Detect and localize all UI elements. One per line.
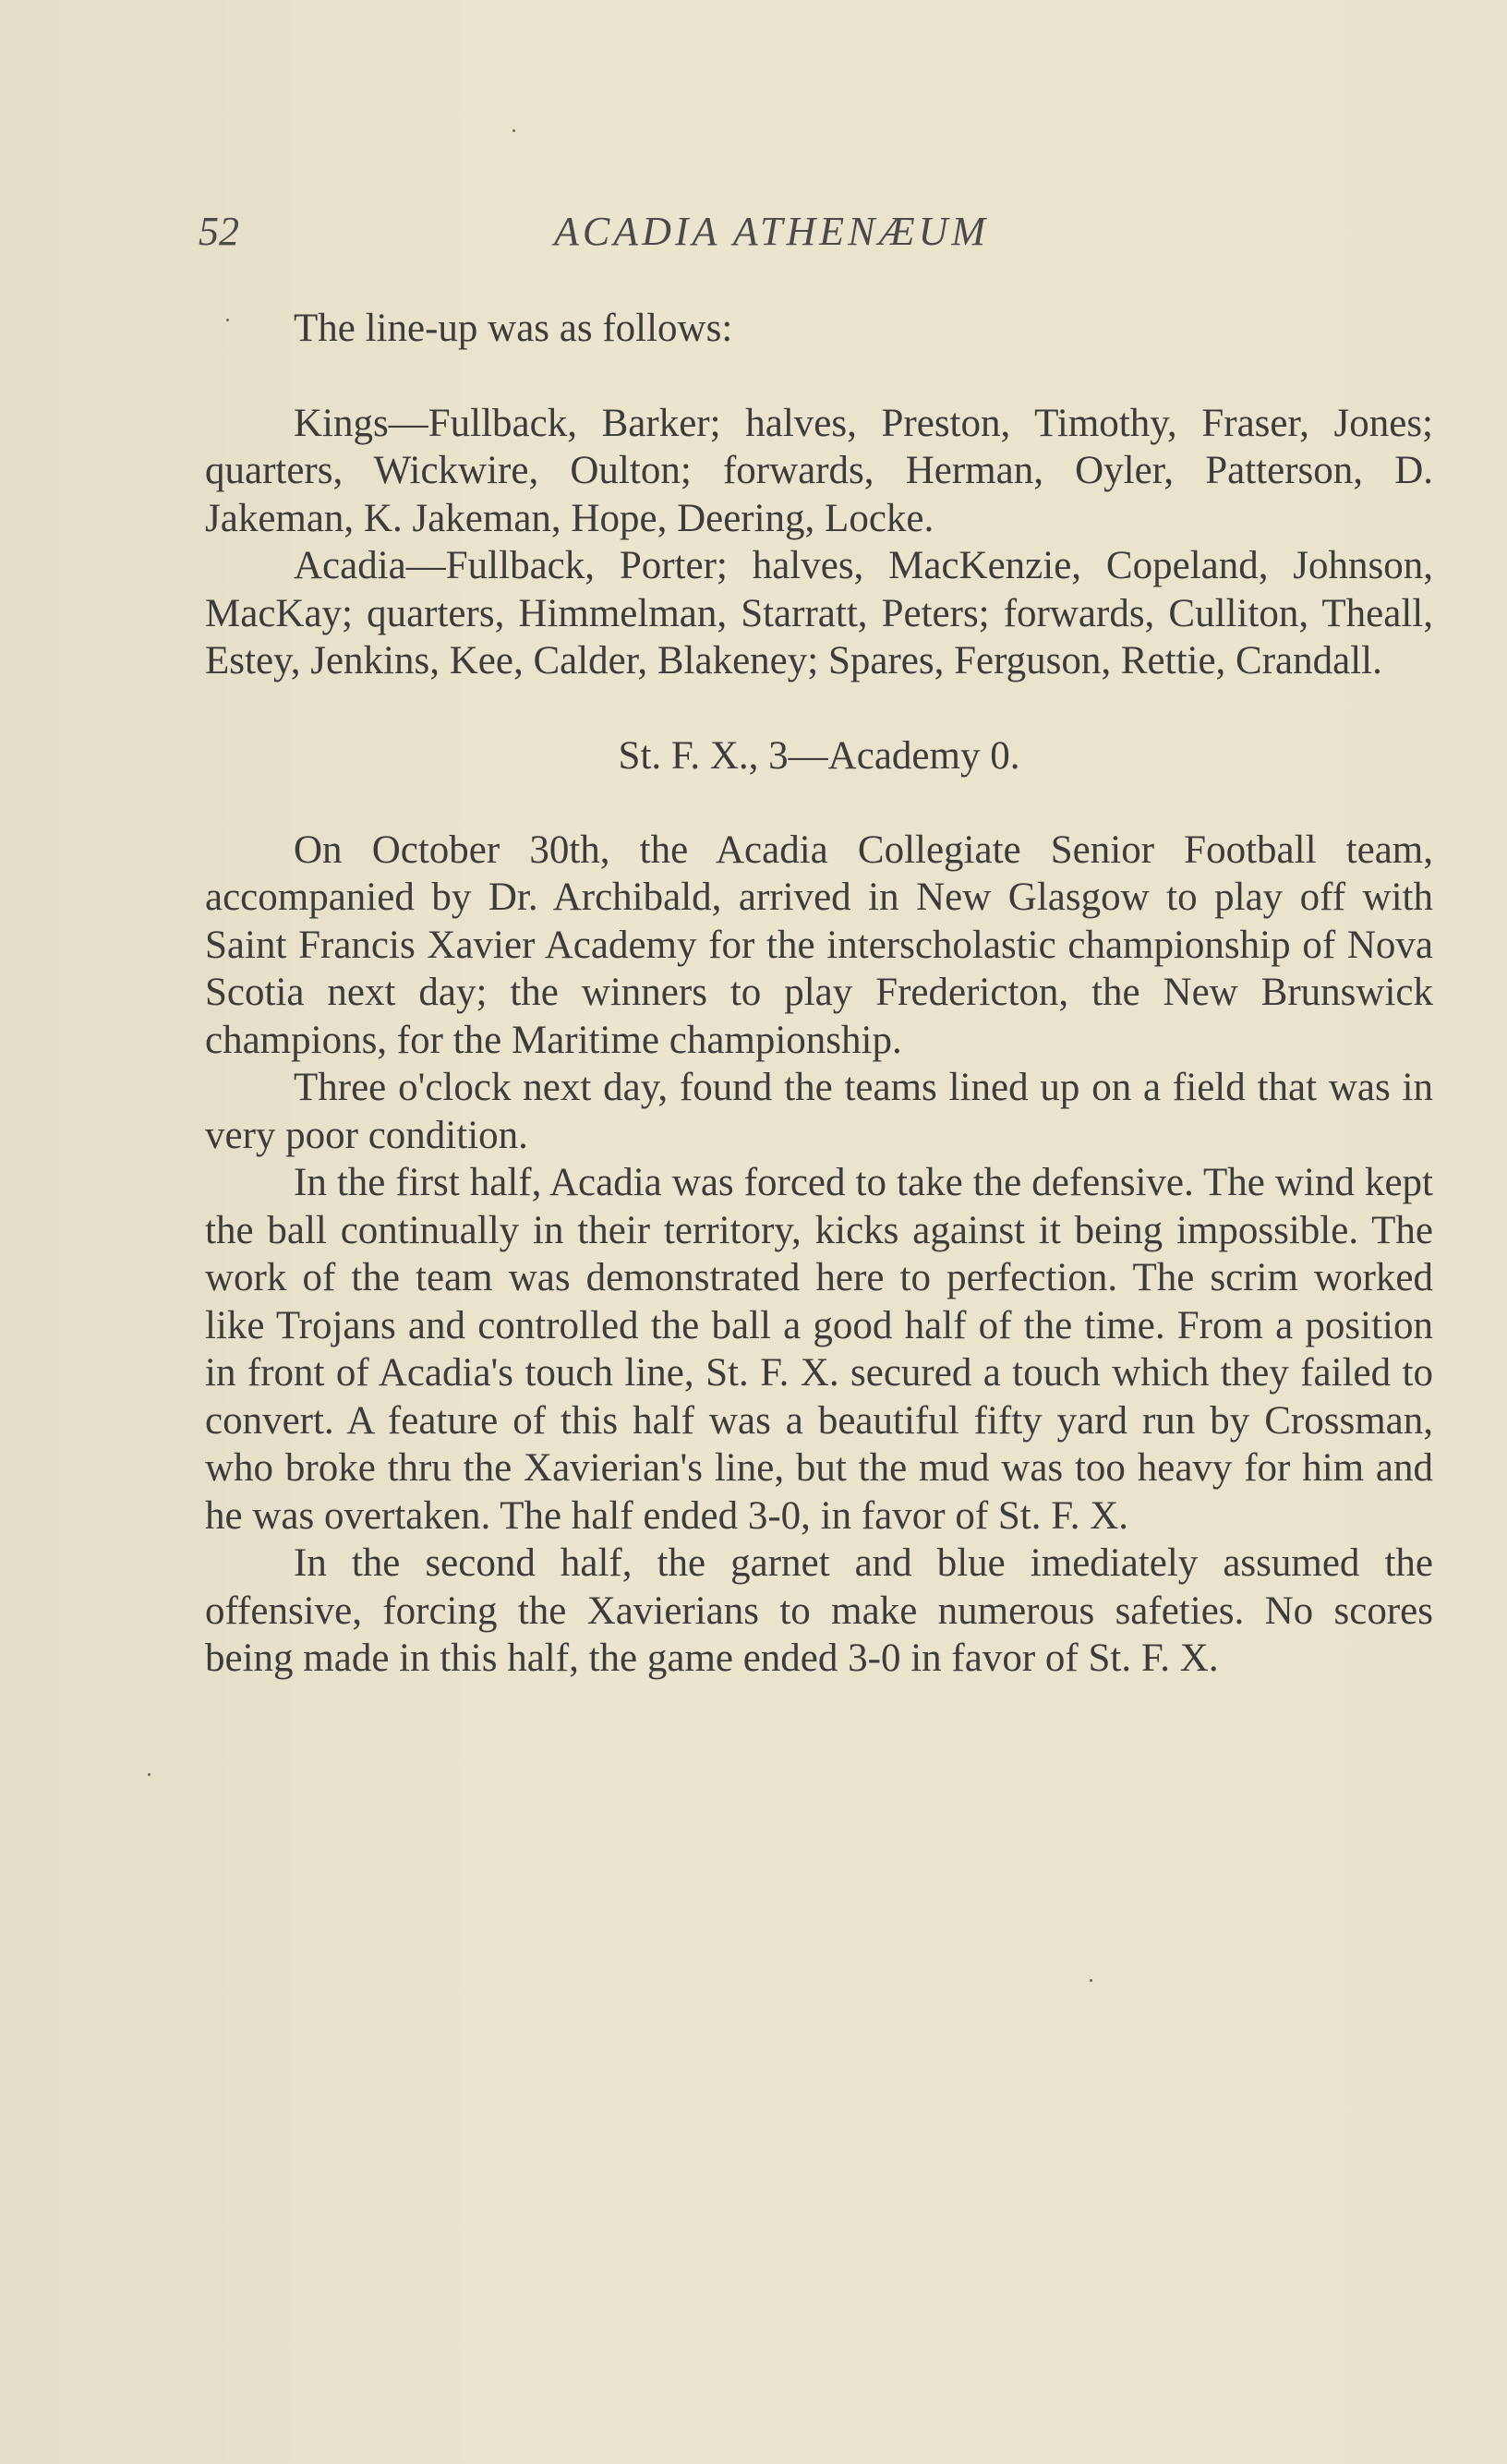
paper-speck bbox=[1090, 1979, 1092, 1982]
section-subheading: St. F. X., 3—Academy 0. bbox=[618, 733, 1020, 778]
body-paragraph: On October 30th, the Acadia Collegiate Senior Football team, accompanied by Dr. Archibald, arrived in New Glasgow to play off with Saint Francis Xavier Academy for the interscholastic championship of Nova Scotia next day; the winners to play Fredericton, the New Brunswick champions, for the Maritime championship. bbox=[205, 827, 1433, 1062]
running-title: ACADIA ATHENÆUM bbox=[554, 209, 990, 254]
page-body bbox=[205, 305, 1433, 1683]
body-paragraph: Three o'clock next day, found the teams lined up on a field that was in very poor condition. bbox=[205, 1066, 1433, 1157]
paper-speck bbox=[512, 129, 515, 132]
page-header bbox=[199, 208, 1214, 263]
paper-speck bbox=[148, 1773, 151, 1776]
body-paragraph: In the second half, the garnet and blue imediately assumed the offensive, forcing the Xavierians to make numerous safeties. No scores being made in this half, the game ended 3-0 in favor of St. F. X. bbox=[205, 1541, 1433, 1680]
body-paragraph: In the first half, Acadia was forced to take the defensive. The wind kept the ball continually in their territory, kicks against it being impossible. The work of the team was demonstrated here to perfection. The scrim worked like Trojans and controlled the ball a good half of the time. From a position in front of Acadia's touch line, St. F. X. secured a touch which they failed to convert. A feature of this half was a beautiful fifty yard run by Crossman, who broke thru the Xavierian's line, but the mud was too heavy for him and he was overtaken. The half ended 3-0, in favor of St. F. X. bbox=[205, 1161, 1433, 1538]
kings-lineup-paragraph: Kings—Fullback, Barker; halves, Preston, Timothy, Fraser, Jones; quarters, Wickwire, Oulton; forwards, Herman, Oyler, Patterson, D. Jakeman, K. Jakeman, Hope, Deering, Locke. bbox=[205, 401, 1433, 540]
lineup-intro: The line-up was as follows: bbox=[294, 307, 733, 350]
acadia-lineup-paragraph: Acadia—Fullback, Porter; halves, MacKenzie, Copeland, Johnson, MacKay; quarters, Himmelman, Starratt, Peters; forwards, Culliton, Theall, Estey, Jenkins, Kee, Calder, Blakeney; Spares, Ferguson, Rettie, Crandall. bbox=[205, 544, 1433, 682]
paper-speck bbox=[226, 319, 229, 321]
page-number: 52 bbox=[199, 209, 239, 254]
